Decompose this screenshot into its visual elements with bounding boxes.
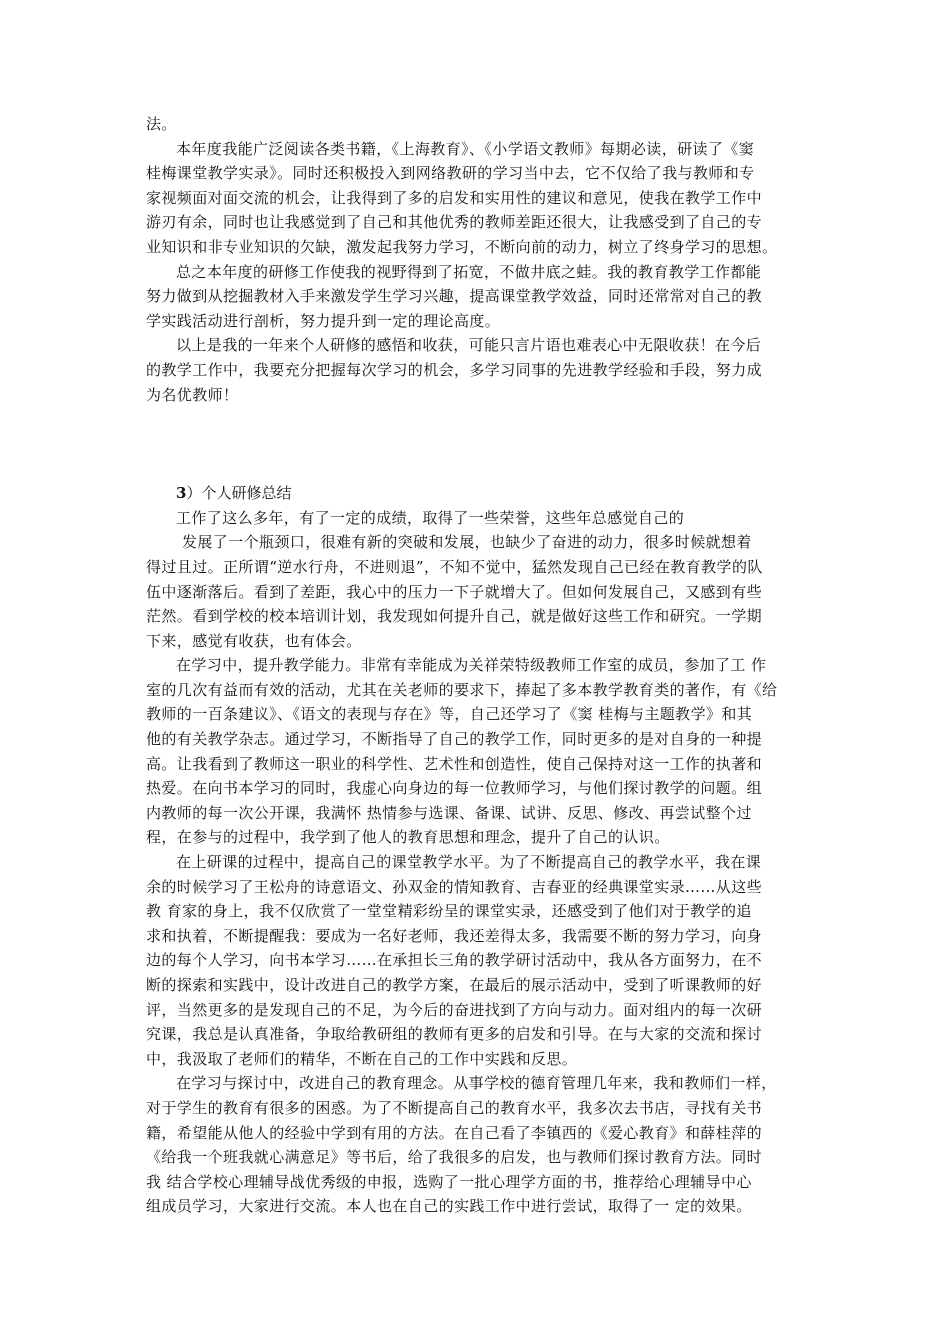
text-line: 对于学生的教育有很多的困惑。为了不断提高自己的教育水平，我多次去书店，寻找有关书 [146,1098,763,1117]
text-line: 业知识和非专业知识的欠缺，激发起我努力学习，不断向前的动力，树立了终身学习的思想。 [146,237,778,256]
text-line: 我 结合学校心理辅导战优秀级的申报，选购了一批心理学方面的书，推荐给心理辅导中心 [146,1172,752,1191]
text-line: 努力做到从挖掘教材入手来激发学生学习兴趣，提高课堂教学效益，同时还常常对自己的教 [146,287,763,306]
text-line: 室的几次有益而有效的活动，尤其在关老师的要求下，捧起了多本教学教育类的著作，有《给 [146,680,778,699]
text-line: 的教学工作中，我要充分把握每次学习的机会，多学习同事的先进教学经验和手段，努力成 [146,360,763,379]
text-line: 断的探索和实践中，设计改进自己的教学方案，在最后的展示活动中，受到了听课教师的好 [146,976,763,994]
text-line: 内教师的每一次公开课，我满怀 热情参与选课、备课、试讲、反思、修改、再尝试整个过 [146,803,752,822]
section-heading [146,481,810,506]
heading-text: ）个人研修总结 [186,484,292,503]
text-line: 究课，我总是认真准备，争取给教研组的教师有更多的启发和引导。在与大家的交流和探讨 [146,1025,763,1044]
text-line: 工作了这么多年，有了一定的成绩，取得了一些荣誉，这些年总感觉自己的 [176,508,685,527]
document-page [146,112,810,1219]
text-line: 评，当然更多的是发现自己的不足，为今后的奋进找到了方向与动力。面对组内的每一次研 [146,1000,763,1019]
text-line: 边的每个人学习，向书本学习……在承担长三角的教学研讨活动中，我从各方面努力，在不 [146,951,763,970]
text-line: 家视频面对面交流的机会，让我得到了多的启发和实用性的建议和意见，使我在教学工作中 [146,188,763,207]
text-line: 法。 [146,115,177,133]
text-line: 热爱。在向书本学习的同时，我虚心向身边的每一位教师学习，与他们探讨教学的问题。组 [146,779,763,798]
text-line: 伍中逐渐落后。看到了差距，我心中的压力一下子就增大了。但如何发展自己，又感到有些 [146,582,763,601]
text-line: 以上是我的一年来个人研修的感悟和收获，可能只言片语也难表心中无限收获！在今后 [176,336,762,355]
text-line: 程，在参与的过程中，我学到了他人的教育思想和理念，提升了自己的认识。 [146,828,670,847]
heading-number: 3 [176,484,187,503]
text-line: 教师的一百条建议》、《语文的表现与存在》等，自己还学习了《窦 桂梅与主题教学》和其 [146,705,753,724]
text-line: 组成员学习，大家进行交流。本人也在自己的实践工作中进行尝试，取得了一 定的效果。 [146,1197,752,1216]
text-line: 为名优教师！ [146,385,239,404]
text-line: 本年度我能广泛阅读各类书籍，《上海教育》、《小学语文教师》每期必读，研读了《窦 [176,139,755,158]
text-line: 他的有关教学杂志。通过学习，不断指导了自己的教学工作，同时更多的是对自身的一种提 [146,730,763,749]
text-line: 发展了一个瓶颈口，很难有新的突破和发展，也缺少了奋进的动力，很多时候就想着 [182,533,752,552]
text-line: 游刃有余，同时也让我感觉到了自己和其他优秀的教师差距还很大，让我感受到了自己的专 [146,213,763,232]
text-line: 茫然。看到学校的校本培训计划，我发现如何提升自己，就是做好这些工作和研究。一学期 [146,607,763,626]
text-line: 求和执着，不断提醒我：要成为一名好老师，我还差得太多，我需要不断的努力学习，向身 [146,926,763,945]
section-gap [146,407,810,481]
section-1-text [146,112,810,407]
text-line: 在学习中，提升教学能力。非常有幸能成为关祥荣特级教师工作室的成员，参加了工 作 [176,656,767,675]
text-line: 学实践活动进行剖析，努力提升到一定的理论高度。 [146,311,501,330]
text-line: 高。让我看到了教师这一职业的科学性、艺术性和创造性，使自己保持对这一工作的执著和 [146,754,763,773]
text-line: 得过且过。正所谓“逆水行舟，不进则退”，不知不觉中，猛然发现自己已经在教育教学的队 [146,557,763,576]
text-line: 余的时候学习了王松舟的诗意语文、孙双金的情知教育、吉春亚的经典课堂实录……从这些 [146,877,763,896]
text-line: 总之本年度的研修工作使我的视野得到了拓宽，不做井底之蛙。我的教育教学工作都能 [176,262,762,281]
text-line: 在学习与探讨中，改进自己的教育理念。从事学校的德育管理几年来，我和教师们一样， [176,1074,777,1093]
text-line: 在上研课的过程中，提高自己的课堂教学水平。为了不断提高自己的教学水平，我在课 [176,853,762,872]
text-line: 下来，感觉有收获，也有体会。 [146,631,362,650]
text-line: 中，我汲取了老师们的精华，不断在自己的工作中实践和反思。 [146,1049,578,1068]
text-line: 籍，希望能从他人的经验中学到有用的方法。在自己看了李镇西的《爱心教育》和薛桂萍的 [146,1123,763,1142]
text-line: 桂梅课堂教学实录》。同时还积极投入到网络教研的学习当中去，它不仅给了我与教师和专 [146,164,755,183]
section-2-text [146,506,810,1219]
text-line: 教 育家的身上，我不仅欣赏了一堂堂精彩纷呈的课堂实录，还感受到了他们对于教学的追 [146,902,752,921]
text-line: 《给我一个班我就心满意足》等书后，给了我很多的启发，也与教师们探讨教育方法。同时 [146,1148,763,1167]
